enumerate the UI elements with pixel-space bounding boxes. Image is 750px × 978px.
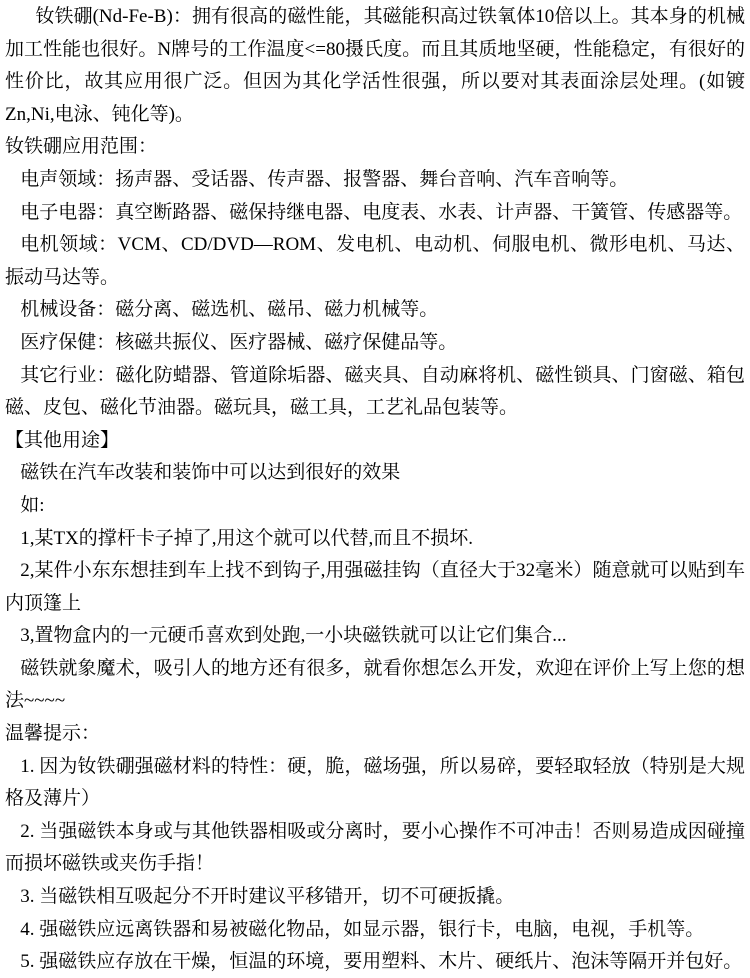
heading-application-scope: 钕铁硼应用范围：: [5, 136, 158, 158]
tip-item-3: 3. 当磁铁相互吸起分不开时建议平移错开，切不可硬扳撬。: [20, 886, 515, 908]
item-audio-field: 电声领域：扬声器、受话器、传声器、报警器、舞台音响、汽车音响等。: [20, 168, 629, 190]
item-other-industries: 其它行业：磁化防蜡器、管道除垢器、磁夹具、自动麻将机、磁性锁具、门窗磁、箱包磁、皮包、磁化节油器。磁玩具，磁工具，工艺礼品包装等。: [5, 364, 745, 419]
line-magic-comment: 磁铁就象魔术，吸引人的地方还有很多，就看你想怎么开发，欢迎在评价上写上您的想法~~~~: [5, 657, 745, 712]
item-electronics-field: 电子电器：真空断路器、磁保持继电器、电度表、水表、计声器、干簧管、传感器等。: [20, 201, 743, 223]
item-motor-field: 电机领域：VCM、CD/DVD—ROM、发电机、电动机、伺服电机、微形电机、马达、振动马达等。: [5, 234, 745, 288]
line-example-label: 如:: [20, 494, 45, 516]
tip-item-2: 2. 当强磁铁本身或与其他铁器相吸或分离时，要小心操作不可冲击！否则易造成因碰撞而损坏磁铁或夹伤手指！: [5, 820, 745, 875]
heading-warm-tips: 温馨提示：: [5, 723, 101, 745]
intro-paragraph: 钕铁硼(Nd-Fe-B)：拥有很高的磁性能，其磁能积高过铁氧体10倍以上。其本身的机械加工性能也很好。N牌号的工作温度<=80摄氏度。而且其质地坚硬，性能稳定，有很好的性价比，故其应用很广泛。但因为其化学活性很强，所以要对其表面涂层处理。(如镀Zn,Ni,电泳、钝化等)。: [5, 6, 745, 125]
tip-item-5: 5. 强磁铁应存放在干燥，恒温的环境，要用塑料、木片、硬纸片、泡沫等隔开并包好。: [20, 951, 743, 973]
example-item-2: 2,某件小东东想挂到车上找不到钩子,用强磁挂钩（直径大于32毫米）随意就可以贴到车内顶篷上: [5, 560, 745, 614]
example-item-3: 3,置物盒内的一元硬币喜欢到处跑,一小块磁铁就可以让它们集合...: [20, 625, 567, 647]
heading-other-uses: 【其他用途】: [5, 429, 120, 451]
tip-item-4: 4. 强磁铁应远离铁器和易被磁化物品，如显示器，银行卡，电脑，电视，手机等。: [20, 918, 705, 940]
line-car-decoration: 磁铁在汽车改装和装饰中可以达到很好的效果: [20, 462, 401, 484]
example-item-1: 1,某TX的撑杆卡子掉了,用这个就可以代替,而且不损坏.: [20, 527, 474, 549]
item-machinery-field: 机械设备：磁分离、磁选机、磁吊、磁力机械等。: [20, 299, 439, 321]
item-medical-field: 医疗保健：核磁共振仪、医疗器械、磁疗保健品等。: [20, 331, 458, 353]
tip-item-1: 1. 因为钕铁硼强磁材料的特性：硬，脆，磁场强，所以易碎，要轻取轻放（特别是大规格及薄片）: [5, 755, 745, 810]
